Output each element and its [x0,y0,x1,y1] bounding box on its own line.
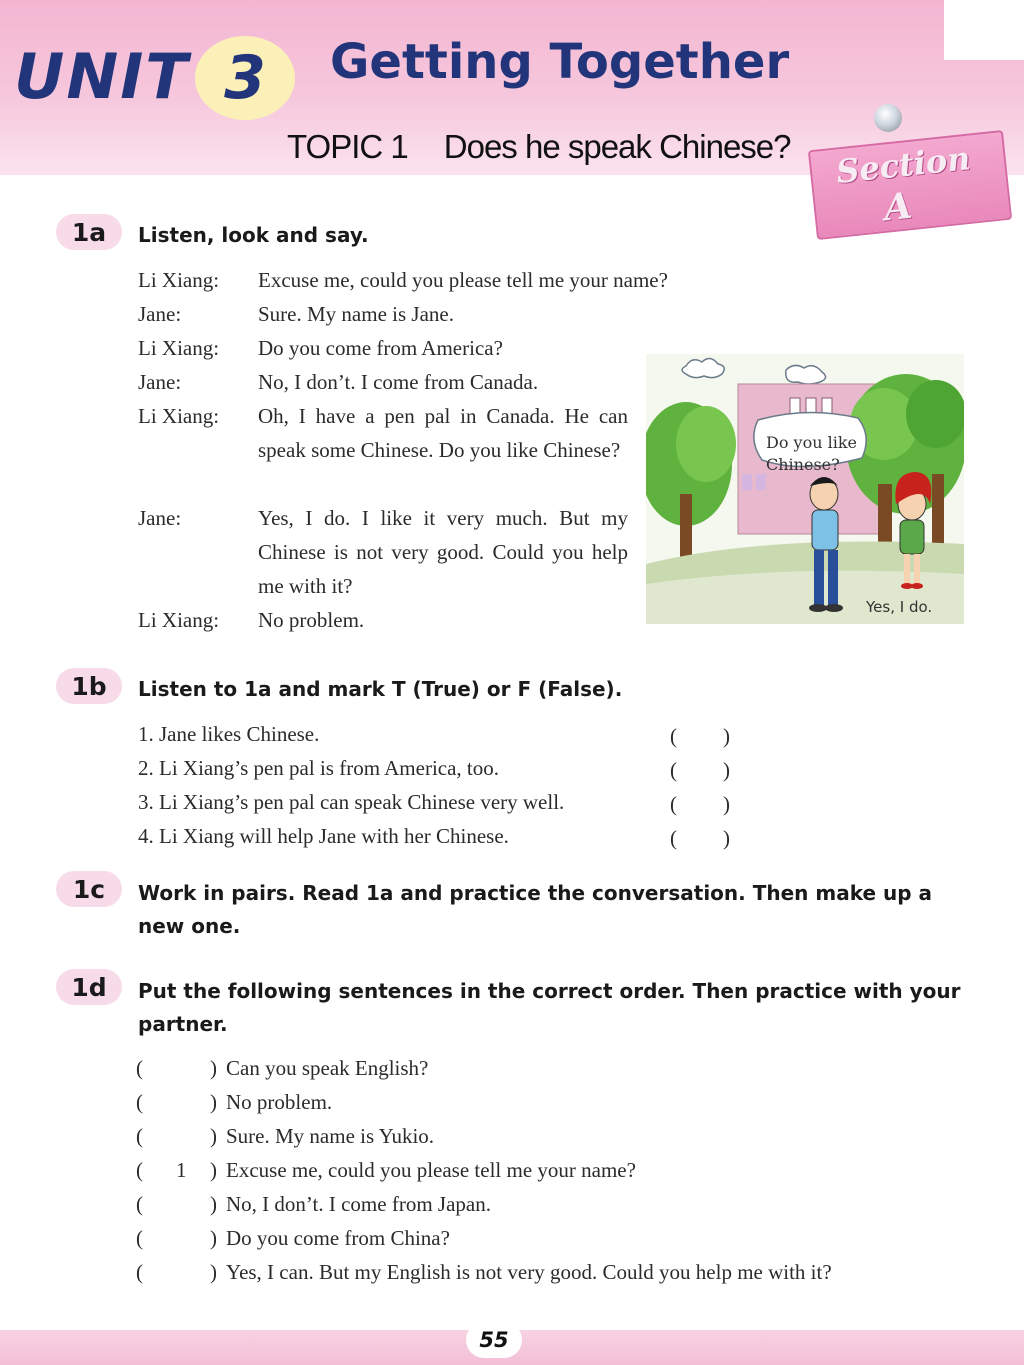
instruction-1c: Work in pairs. Read 1a and practice the conversation. Then make up a new one. [138,881,932,938]
dialogue-illustration [646,354,964,624]
dialogue-text: Yes, I do. I like it very much. But my Chinese is not very good. Could you help me with it? [258,506,628,598]
badge-1a: 1a [56,214,122,250]
instruction-1b: Listen to 1a and mark T (True) or F (False). [138,677,623,701]
unit-title: Getting Together [330,34,790,90]
order-blank-close: ) [210,1192,217,1216]
section-letter: A [881,184,915,230]
order-blank-close: ) [210,1090,217,1114]
badge-1c: 1c [56,871,122,907]
order-blank-close: ) [210,1158,217,1182]
statement-row: 1. Jane likes Chinese. [138,722,320,746]
answer-blank-open[interactable]: ( [670,758,677,782]
order-blank-open[interactable]: ( [136,1124,143,1148]
answer-bubble-text: Yes, I do. [866,598,933,616]
badge-1d: 1d [56,969,122,1005]
instruction-1d: Put the following sentences in the correct order. Then practice with your partner. [138,979,961,1036]
statement-row: 2. Li Xiang’s pen pal is from America, too. [138,756,500,780]
answer-blank-open[interactable]: ( [670,724,677,748]
order-sentence: Can you speak English? [226,1056,429,1080]
order-blank-close: ) [210,1226,217,1250]
park-scene-icon [646,354,964,624]
order-blank-open[interactable]: ( [136,1056,143,1080]
dialogue-text: Do you come from America? [258,336,503,360]
topic-heading [287,128,791,166]
order-sentence: No, I don’t. I come from Japan. [226,1192,491,1216]
dialogue-speaker: Jane: [138,506,182,530]
order-sentence: Sure. My name is Yukio. [226,1124,435,1148]
answer-blank-open[interactable]: ( [670,826,677,850]
dialogue-speaker: Li Xiang: [138,404,220,428]
answer-blank-close: ) [723,826,730,850]
statement-row: 4. Li Xiang will help Jane with her Chinese. [138,824,509,848]
order-blank-open[interactable]: ( [136,1260,143,1284]
order-blank-open[interactable]: ( [136,1226,143,1250]
dialogue-speaker: Li Xiang: [138,336,220,360]
dialogue-text: Excuse me, could you please tell me your name? [258,268,668,292]
instruction-1a: Listen, look and say. [138,223,369,247]
order-sentence: Excuse me, could you please tell me your name? [226,1158,636,1182]
order-blank-open[interactable]: ( [136,1192,143,1216]
order-number: 1 [176,1158,187,1182]
order-sentence: Do you come from China? [226,1226,450,1250]
answer-blank-open[interactable]: ( [670,792,677,816]
dialogue-speaker: Jane: [138,370,182,394]
dialogue-text: Oh, I have a pen pal in Canada. He can speak some Chinese. Do you like Chinese? [258,404,628,462]
dialogue-speaker: Jane: [138,302,182,326]
pushpin-icon [874,104,902,132]
order-blank-open[interactable]: ( [136,1090,143,1114]
dialogue-text: Sure. My name is Jane. [258,302,454,326]
answer-blank-close: ) [723,724,730,748]
order-blank-close: ) [210,1124,217,1148]
page-number: 55 [466,1322,522,1358]
badge-1b: 1b [56,668,122,704]
dialogue-text: No problem. [258,608,365,632]
order-blank-close: ) [210,1260,217,1284]
dialogue-speaker: Li Xiang: [138,608,220,632]
dialogue-text: No, I don’t. I come from Canada. [258,370,539,394]
statement-row: 3. Li Xiang’s pen pal can speak Chinese very well. [138,790,565,814]
answer-blank-close: ) [723,792,730,816]
section-word: Section [834,139,973,191]
order-sentence: No problem. [226,1090,333,1114]
order-sentence: Yes, I can. But my English is not very good. Could you help me with it? [226,1260,832,1284]
header-corner-cutout [944,0,1024,60]
topic-label: TOPIC 1 [287,128,408,165]
unit-word: UNIT [14,40,190,113]
order-blank-open[interactable]: ( [136,1158,143,1182]
question-bubble-text: Do you like Chinese? [766,433,858,474]
topic-title: Does he speak Chinese? [443,128,791,165]
answer-blank-close: ) [723,758,730,782]
unit-number: 3 [224,43,266,113]
dialogue-speaker: Li Xiang: [138,268,220,292]
unit-number-circle [195,36,295,120]
order-blank-close: ) [210,1056,217,1080]
